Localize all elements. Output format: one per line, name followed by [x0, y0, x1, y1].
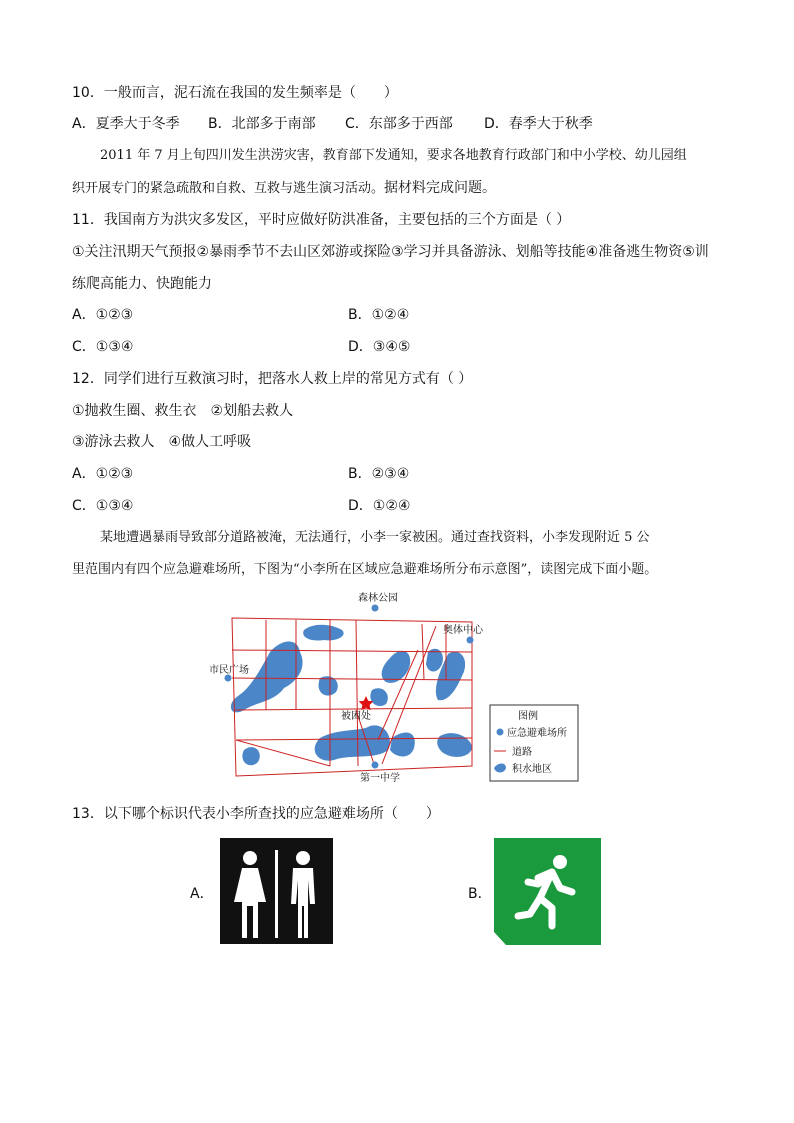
- road: [234, 708, 472, 710]
- flood-area: [370, 688, 387, 706]
- label-first-school: 第一中学: [360, 773, 400, 784]
- flood-area: [231, 642, 303, 713]
- q11-option-c: C．①③④: [72, 339, 134, 355]
- q10-stem: 10．一般而言，泥石流在我国的发生频率是（ ）: [72, 85, 398, 101]
- flood-areas: [231, 625, 472, 765]
- q12-stem: 12．同学们进行互救演习时，把落水人救上岸的常见方式有（ ）: [72, 371, 473, 387]
- legend-road-label: 道路: [512, 747, 532, 758]
- legend-shelter-icon: [497, 729, 504, 736]
- q11-statements-line2: 练爬高能力、快跑能力: [72, 276, 212, 292]
- material2-line1: 某地遭遇暴雨导致部分道路被淹，无法通行，小李一家被困。通过查找资料，小李发现附近 5 公: [100, 530, 650, 545]
- shelter-marker-olympic-center: [467, 637, 474, 644]
- label-civic-square: 市民广场: [209, 665, 249, 676]
- restroom-icon: [220, 838, 333, 944]
- q10-option-b: B．北部多于南部: [208, 116, 316, 132]
- q10-option-a: A．夏季大于冬季: [72, 116, 180, 132]
- label-forest-park: 森林公园: [358, 593, 398, 604]
- material2-line2: 里范围内有四个应急避难场所，下图为“小李所在区域应急避难场所分布示意图”，读图完成下面小题。: [72, 562, 658, 577]
- shelter-distribution-map: [200, 590, 600, 790]
- flood-area: [437, 733, 472, 757]
- q11-option-a: A．①②③: [72, 307, 134, 323]
- shelter-marker-first-school: [372, 762, 379, 769]
- q11-option-d: D．③④⑤: [348, 339, 411, 355]
- q11-stem: 11．我国南方为洪灾多发区，平时应做好防洪准备，主要包括的三个方面是（ ）: [72, 212, 571, 228]
- label-olympic-center: 奥体中心: [443, 625, 483, 636]
- legend-shelter-label: 应急避难场所: [507, 728, 567, 739]
- q12-option-c: C．①③④: [72, 498, 134, 514]
- flood-area: [315, 725, 390, 760]
- restroom-sign: [220, 838, 333, 944]
- flood-area: [390, 733, 415, 757]
- q10-option-d: D．春季大于秋季: [484, 116, 593, 132]
- q12-option-a: A．①②③: [72, 466, 134, 482]
- material1-line1: 2011 年 7 月上旬四川发生洪涝灾害，教育部下发通知，要求各地教育行政部门和中小学校、幼儿园组: [100, 148, 687, 163]
- q12-option-b: B．②③④: [348, 466, 410, 482]
- material1-line2-part2: 据材料完成问题。: [384, 180, 497, 196]
- q11-statements-line1: ①关注汛期天气预报②暴雨季节不去山区郊游或探险③学习并具备游泳、划船等技能④准备逃生物资⑤训: [72, 244, 709, 260]
- legend-title: 图例: [518, 711, 538, 722]
- legend-flood-label: 积水地区: [512, 764, 552, 775]
- material1-line2-part1: 织开展专门的紧急疏散和自救、互救与逃生演习活动。: [72, 181, 385, 196]
- q13-stem: 13．以下哪个标识代表小李所查找的应急避难场所（ ）: [72, 806, 440, 822]
- flood-area: [242, 747, 259, 765]
- emergency-exit-sign: [494, 838, 601, 945]
- shelter-marker-forest-park: [372, 605, 379, 612]
- q13-option-b-label: B．: [468, 886, 492, 902]
- map-legend: [490, 705, 578, 781]
- q13-option-a-label: A．: [190, 886, 214, 902]
- material1-line2: [72, 178, 496, 199]
- q11-option-b: B．①②④: [348, 307, 410, 323]
- q12-statements-line1: ①抛救生圈、救生衣 ②划船去救人: [72, 403, 294, 419]
- emergency-exit-running-man-icon: [494, 838, 601, 945]
- q12-statements-line2: ③游泳去救人 ④做人工呼吸: [72, 434, 252, 450]
- flood-area: [303, 625, 343, 641]
- q10-option-c: C．东部多于西部: [345, 116, 453, 132]
- q12-option-d: D．①②④: [348, 498, 411, 514]
- label-trapped: 被困处: [341, 711, 371, 722]
